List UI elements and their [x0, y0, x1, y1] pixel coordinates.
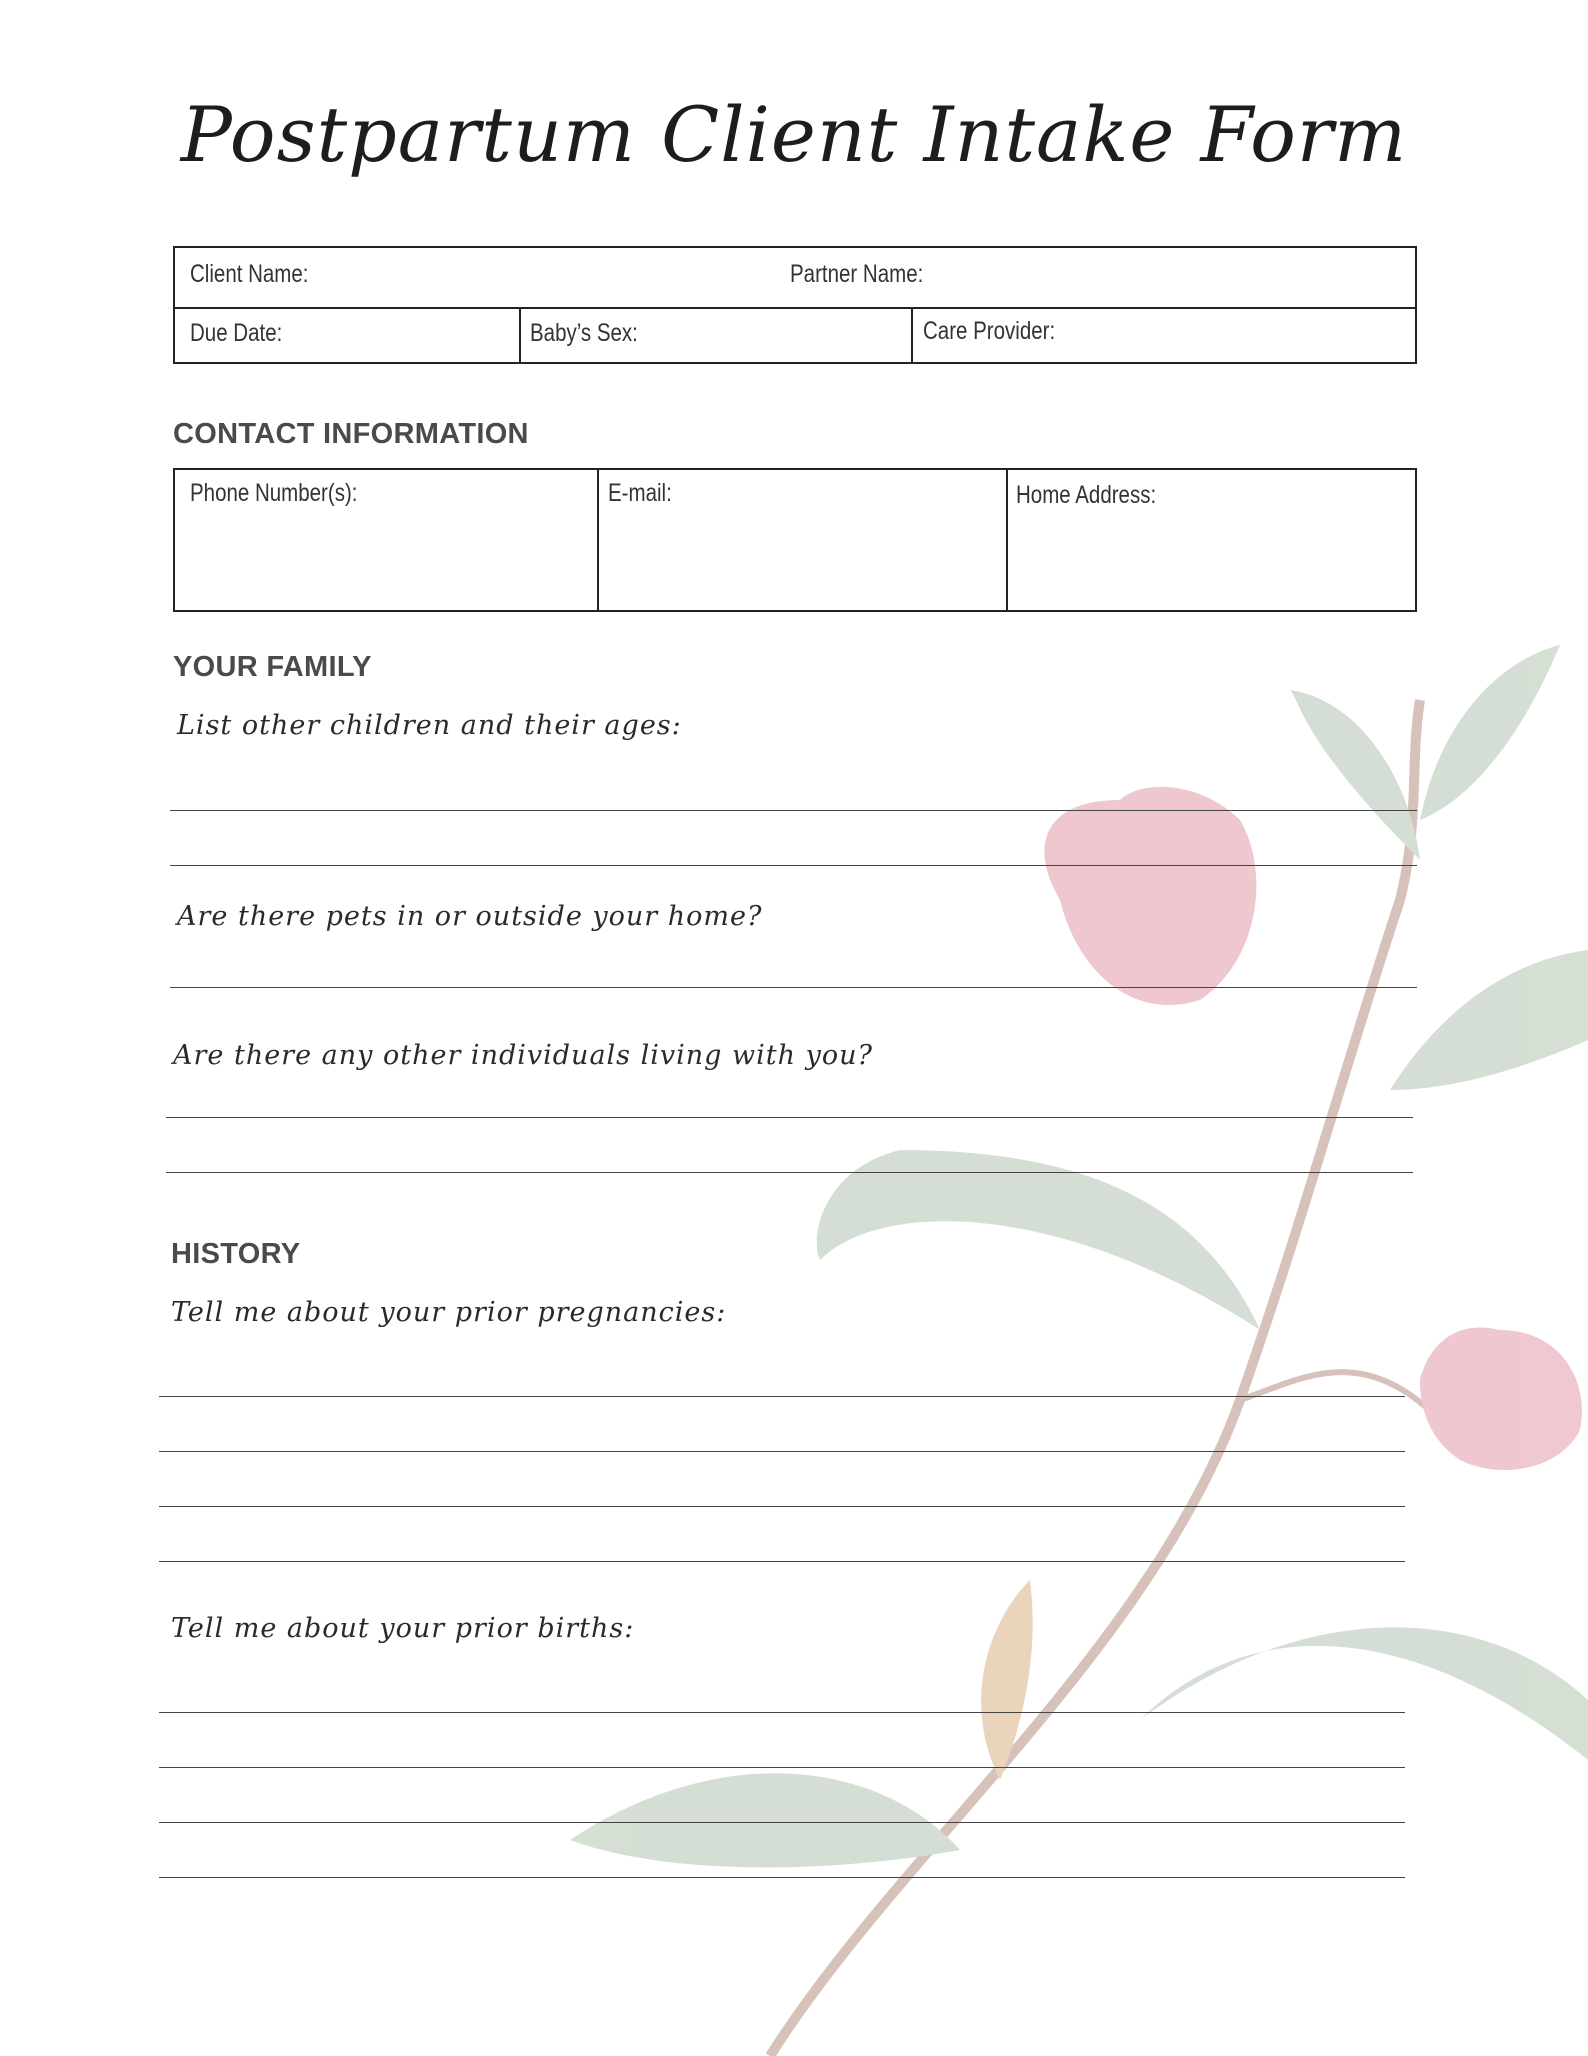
partner-name-field[interactable]: Partner Name:: [790, 260, 924, 288]
leaf: [1140, 1627, 1588, 1760]
home-address-field[interactable]: Home Address:: [1016, 481, 1157, 509]
leaf: [981, 1580, 1033, 1780]
other-individuals-question: Are there any other individuals living with you?: [173, 1040, 873, 1071]
client-info-table: [173, 246, 1417, 364]
flower: [1420, 1327, 1582, 1470]
answer-line[interactable]: [159, 1712, 1405, 1713]
pets-question: Are there pets in or outside your home?: [177, 901, 763, 932]
prior-pregnancies-question: Tell me about your prior pregnancies:: [171, 1297, 727, 1328]
form-title: Postpartum Client Intake Form: [180, 90, 1408, 179]
leaf: [817, 1150, 1260, 1330]
babys-sex-field[interactable]: Baby’s Sex:: [530, 319, 638, 347]
answer-line[interactable]: [159, 1396, 1405, 1397]
divider: [175, 307, 1415, 309]
phone-number-field[interactable]: Phone Number(s):: [190, 479, 358, 507]
divider: [911, 307, 913, 362]
client-name-field[interactable]: Client Name:: [190, 260, 309, 288]
contact-table: [173, 468, 1417, 612]
flower: [1044, 787, 1256, 1005]
stem: [770, 700, 1420, 2056]
answer-line[interactable]: [159, 1451, 1405, 1452]
your-family-heading: YOUR FAMILY: [173, 651, 372, 683]
leaf: [570, 1773, 960, 1867]
answer-line[interactable]: [159, 1877, 1405, 1878]
care-provider-field[interactable]: Care Provider:: [923, 317, 1056, 345]
answer-line[interactable]: [170, 865, 1417, 866]
divider: [1006, 470, 1008, 610]
email-field[interactable]: E-mail:: [608, 479, 672, 507]
answer-line[interactable]: [170, 987, 1417, 988]
history-heading: HISTORY: [171, 1238, 301, 1270]
answer-line[interactable]: [166, 1172, 1413, 1173]
other-children-question: List other children and their ages:: [177, 710, 682, 741]
answer-line[interactable]: [166, 1117, 1413, 1118]
divider: [597, 470, 599, 610]
leaf: [1390, 950, 1588, 1090]
answer-line[interactable]: [159, 1767, 1405, 1768]
answer-line[interactable]: [170, 810, 1417, 811]
answer-line[interactable]: [159, 1822, 1405, 1823]
prior-births-question: Tell me about your prior births:: [171, 1613, 635, 1644]
divider: [519, 307, 521, 362]
answer-line[interactable]: [159, 1561, 1405, 1562]
contact-information-heading: CONTACT INFORMATION: [173, 418, 529, 450]
leaf: [1420, 645, 1560, 820]
answer-line[interactable]: [159, 1506, 1405, 1507]
leaf: [1290, 690, 1420, 860]
due-date-field[interactable]: Due Date:: [190, 319, 283, 347]
